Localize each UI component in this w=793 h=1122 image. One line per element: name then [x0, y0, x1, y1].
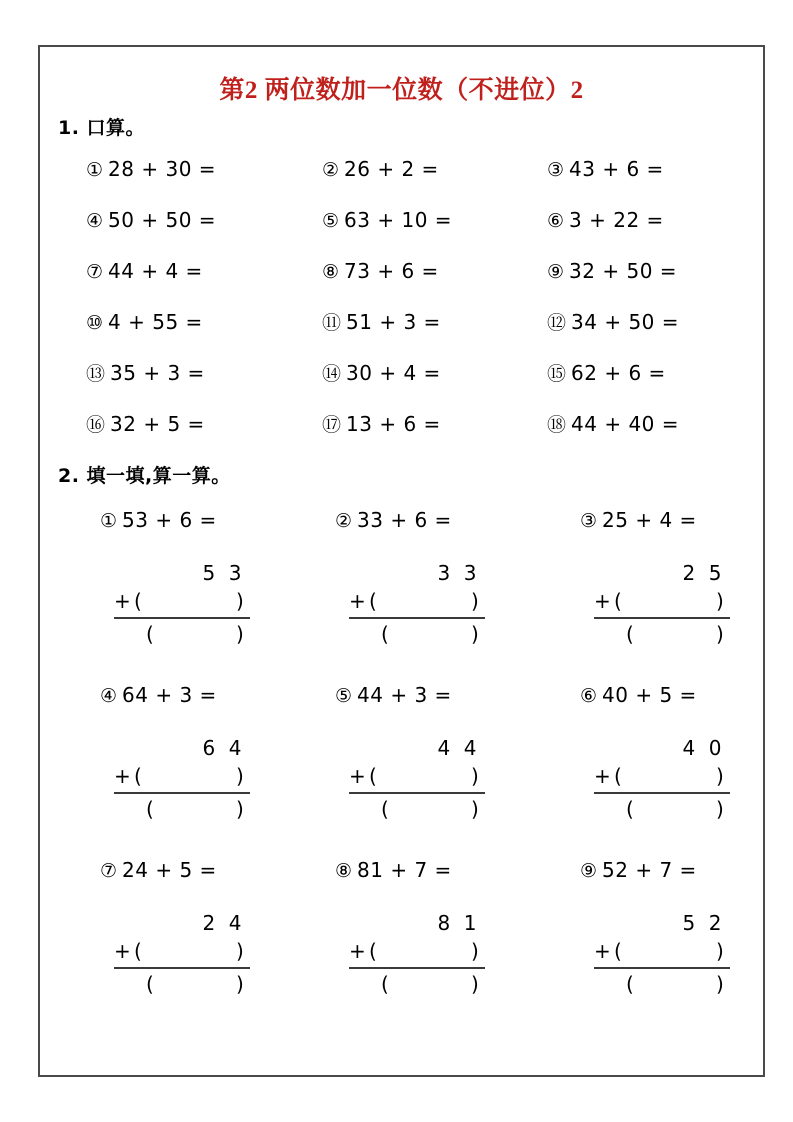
vertical-problem-item[interactable] — [580, 858, 790, 999]
vertical-problem-item[interactable] — [335, 508, 545, 649]
sum-blank-paren-open[interactable]: ( — [146, 622, 154, 646]
column-addition-stack — [349, 560, 499, 649]
addend-blank-paren-close[interactable]: ) — [236, 764, 244, 788]
problem-number-marker: ③ — [547, 159, 565, 181]
section-1-problem-grid — [40, 157, 763, 463]
problem-row — [40, 412, 763, 463]
tens-digit: 5 — [682, 911, 696, 935]
vertical-problem-item[interactable] — [580, 683, 790, 824]
sum-blank-paren-close[interactable]: ) — [236, 972, 244, 996]
problem-expression: 43 + 6 = — [569, 157, 664, 181]
addend-blank-paren-close[interactable]: ) — [471, 939, 479, 963]
vertical-problem-item[interactable] — [335, 858, 545, 999]
problem-item[interactable] — [322, 310, 441, 335]
addend-blank-paren-close[interactable]: ) — [716, 589, 724, 613]
problem-number-marker: ⑦ — [100, 860, 118, 882]
sum-blank-paren-open[interactable]: ( — [381, 622, 389, 646]
ones-digit: 3 — [228, 561, 242, 585]
addend-blank-paren-close[interactable]: ) — [716, 939, 724, 963]
problem-row — [40, 259, 763, 310]
section-2-heading: 2. 填一填,算一算。 — [58, 465, 231, 487]
tens-digit: 2 — [202, 911, 216, 935]
problem-item[interactable] — [322, 208, 452, 233]
sum-blank-row — [114, 969, 264, 999]
problem-item[interactable] — [547, 208, 664, 233]
problem-item[interactable] — [86, 208, 216, 233]
plus-sign: + — [594, 589, 611, 613]
addend-blank-paren-open[interactable]: ( — [369, 939, 377, 963]
ones-digit: 4 — [228, 911, 242, 935]
plus-sign: + — [594, 764, 611, 788]
problem-expression: 3 + 22 = — [569, 208, 664, 232]
vertical-problem-item[interactable] — [100, 858, 310, 999]
problem-item[interactable] — [86, 157, 216, 182]
sum-blank-paren-close[interactable]: ) — [716, 972, 724, 996]
page-title: 第2 两位数加一位数（不进位）2 — [219, 77, 584, 104]
vertical-problem-item[interactable] — [100, 683, 310, 824]
problem-item[interactable] — [547, 259, 677, 284]
problem-expression: 63 + 10 = — [344, 208, 453, 232]
column-addition-stack — [349, 910, 499, 999]
tens-digit: 4 — [437, 736, 451, 760]
problem-number-marker: ⑧ — [322, 261, 340, 283]
addend-blank-row — [594, 761, 744, 791]
sum-blank-row — [114, 619, 264, 649]
problem-expression: 26 + 2 = — [344, 157, 439, 181]
addend-blank-paren-close[interactable]: ) — [236, 589, 244, 613]
problem-number-marker: ① — [100, 510, 118, 532]
column-addition-stack — [114, 735, 264, 824]
problem-number-marker: ⑮ — [547, 363, 567, 385]
tens-digit: 8 — [437, 911, 451, 935]
problem-number-marker: ⑤ — [335, 685, 353, 707]
problem-expression: 32 + 50 = — [569, 259, 678, 283]
sum-blank-row — [114, 794, 264, 824]
problem-expression: 35 + 3 = — [110, 361, 205, 385]
problem-expression: 25 + 4 = — [602, 508, 697, 532]
addend-blank-paren-open[interactable]: ( — [134, 939, 142, 963]
sum-blank-row — [349, 794, 499, 824]
addend-blank-paren-open[interactable]: ( — [614, 939, 622, 963]
problem-expression: 34 + 50 = — [571, 310, 680, 334]
sum-blank-row — [349, 969, 499, 999]
vertical-problem-item[interactable] — [580, 508, 790, 649]
problem-number-marker: ⑫ — [547, 312, 567, 334]
problem-item[interactable] — [86, 361, 205, 386]
problem-expression: 81 + 7 = — [357, 858, 452, 882]
problem-expression: 53 + 6 = — [122, 508, 217, 532]
section-1-heading: 1. 口算。 — [58, 117, 146, 139]
ones-digit: 5 — [708, 561, 722, 585]
plus-sign: + — [594, 939, 611, 963]
problem-expression: 64 + 3 = — [122, 683, 217, 707]
plus-sign: + — [114, 589, 131, 613]
plus-sign: + — [114, 939, 131, 963]
tens-digit: 4 — [682, 736, 696, 760]
addend-blank-paren-open[interactable]: ( — [369, 589, 377, 613]
vertical-problem-header — [580, 508, 790, 532]
addend-blank-row — [349, 761, 499, 791]
sum-blank-paren-close[interactable]: ) — [471, 972, 479, 996]
addend-blank-row — [594, 936, 744, 966]
sum-blank-paren-close[interactable]: ) — [471, 622, 479, 646]
worksheet-page-frame — [38, 45, 765, 1077]
plus-sign: + — [114, 764, 131, 788]
problem-expression: 28 + 30 = — [108, 157, 217, 181]
problem-number-marker: ⑥ — [547, 210, 565, 232]
addend-blank-row — [349, 586, 499, 616]
addend-blank-row — [349, 936, 499, 966]
addend-blank-paren-close[interactable]: ) — [716, 764, 724, 788]
problem-item[interactable] — [322, 157, 439, 182]
problem-number-marker: ② — [322, 159, 340, 181]
problem-number-marker: ⑩ — [86, 312, 104, 334]
addend-digits — [349, 735, 499, 761]
problem-expression: 50 + 50 = — [108, 208, 217, 232]
vertical-problem-header — [335, 683, 545, 707]
problem-number-marker: ④ — [100, 685, 118, 707]
plus-sign: + — [349, 939, 366, 963]
tens-digit: 2 — [682, 561, 696, 585]
sum-blank-paren-close[interactable]: ) — [236, 797, 244, 821]
problem-expression: 32 + 5 = — [110, 412, 205, 436]
problem-item[interactable] — [86, 310, 203, 335]
column-addition-stack — [594, 735, 744, 824]
ones-digit: 2 — [708, 911, 722, 935]
vertical-problem-header — [100, 858, 310, 882]
addend-digits — [114, 735, 264, 761]
ones-digit: 1 — [463, 911, 477, 935]
column-addition-stack — [114, 910, 264, 999]
problem-expression: 51 + 3 = — [346, 310, 441, 334]
problem-number-marker: ⑪ — [322, 312, 342, 334]
addend-digits — [349, 560, 499, 586]
sum-blank-paren-open[interactable]: ( — [626, 622, 634, 646]
addend-blank-row — [114, 936, 264, 966]
tens-digit: 6 — [202, 736, 216, 760]
problem-item[interactable] — [322, 259, 439, 284]
problem-number-marker: ⑦ — [86, 261, 104, 283]
problem-number-marker: ⑭ — [322, 363, 342, 385]
sum-blank-paren-close[interactable]: ) — [716, 622, 724, 646]
problem-expression: 4 + 55 = — [108, 310, 203, 334]
problem-number-marker: ① — [86, 159, 104, 181]
addend-digits — [349, 910, 499, 936]
problem-item[interactable] — [322, 412, 441, 437]
problem-expression: 62 + 6 = — [571, 361, 666, 385]
addend-blank-paren-open[interactable]: ( — [369, 764, 377, 788]
problem-expression: 44 + 4 = — [108, 259, 203, 283]
problem-number-marker: ② — [335, 510, 353, 532]
column-addition-stack — [114, 560, 264, 649]
vertical-problem-item[interactable] — [100, 508, 310, 649]
problem-item[interactable] — [547, 157, 664, 182]
problem-expression: 13 + 6 = — [346, 412, 441, 436]
vertical-problem-row — [40, 858, 763, 1033]
addend-digits — [594, 735, 744, 761]
sum-blank-paren-close[interactable]: ) — [236, 622, 244, 646]
sum-blank-row — [349, 619, 499, 649]
sum-blank-paren-open[interactable]: ( — [146, 797, 154, 821]
sum-blank-paren-open[interactable]: ( — [381, 972, 389, 996]
addend-digits — [594, 910, 744, 936]
tens-digit: 3 — [437, 561, 451, 585]
vertical-problem-header — [100, 683, 310, 707]
addend-blank-paren-close[interactable]: ) — [471, 764, 479, 788]
problem-number-marker: ⑨ — [580, 860, 598, 882]
problem-number-marker: ③ — [580, 510, 598, 532]
problem-number-marker: ⑱ — [547, 414, 567, 436]
ones-digit: 3 — [463, 561, 477, 585]
problem-row — [40, 310, 763, 361]
vertical-problem-header — [100, 508, 310, 532]
vertical-problem-row — [40, 508, 763, 683]
sum-blank-paren-open[interactable]: ( — [146, 972, 154, 996]
problem-number-marker: ⑧ — [335, 860, 353, 882]
problem-expression: 52 + 7 = — [602, 858, 697, 882]
problem-number-marker: ⑨ — [547, 261, 565, 283]
problem-item[interactable] — [86, 259, 203, 284]
problem-expression: 44 + 40 = — [571, 412, 680, 436]
section-2-problem-grid — [40, 508, 763, 1033]
problem-item[interactable] — [547, 361, 666, 386]
ones-digit: 0 — [708, 736, 722, 760]
addend-blank-paren-open[interactable]: ( — [614, 589, 622, 613]
column-addition-stack — [594, 910, 744, 999]
vertical-problem-header — [335, 508, 545, 532]
sum-blank-paren-open[interactable]: ( — [381, 797, 389, 821]
problem-expression: 24 + 5 = — [122, 858, 217, 882]
problem-expression: 30 + 4 = — [346, 361, 441, 385]
sum-blank-row — [594, 969, 744, 999]
problem-expression: 44 + 3 = — [357, 683, 452, 707]
problem-number-marker: ⑬ — [86, 363, 106, 385]
problem-row — [40, 361, 763, 412]
problem-row — [40, 208, 763, 259]
problem-number-marker: ⑥ — [580, 685, 598, 707]
sum-blank-paren-open[interactable]: ( — [626, 972, 634, 996]
problem-item[interactable] — [322, 361, 441, 386]
addend-blank-row — [594, 586, 744, 616]
plus-sign: + — [349, 764, 366, 788]
problem-item[interactable] — [86, 412, 205, 437]
plus-sign: + — [349, 589, 366, 613]
column-addition-stack — [349, 735, 499, 824]
vertical-problem-item[interactable] — [335, 683, 545, 824]
problem-expression: 73 + 6 = — [344, 259, 439, 283]
addend-blank-paren-open[interactable]: ( — [134, 589, 142, 613]
problem-number-marker: ⑰ — [322, 414, 342, 436]
problem-expression: 40 + 5 = — [602, 683, 697, 707]
problem-row — [40, 157, 763, 208]
addend-blank-row — [114, 761, 264, 791]
vertical-problem-header — [580, 858, 790, 882]
vertical-problem-header — [580, 683, 790, 707]
addend-blank-paren-close[interactable]: ) — [471, 589, 479, 613]
addend-digits — [114, 560, 264, 586]
tens-digit: 5 — [202, 561, 216, 585]
vertical-problem-header — [335, 858, 545, 882]
sum-blank-paren-close[interactable]: ) — [471, 797, 479, 821]
column-addition-stack — [594, 560, 744, 649]
sum-blank-row — [594, 794, 744, 824]
problem-item[interactable] — [547, 310, 679, 335]
vertical-problem-row — [40, 683, 763, 858]
problem-item[interactable] — [547, 412, 679, 437]
addend-digits — [114, 910, 264, 936]
sum-blank-paren-open[interactable]: ( — [626, 797, 634, 821]
sum-blank-row — [594, 619, 744, 649]
addend-blank-paren-close[interactable]: ) — [236, 939, 244, 963]
addend-blank-paren-open[interactable]: ( — [614, 764, 622, 788]
ones-digit: 4 — [463, 736, 477, 760]
problem-expression: 33 + 6 = — [357, 508, 452, 532]
problem-number-marker: ④ — [86, 210, 104, 232]
problem-number-marker: ⑯ — [86, 414, 106, 436]
addend-digits — [594, 560, 744, 586]
problem-number-marker: ⑤ — [322, 210, 340, 232]
ones-digit: 4 — [228, 736, 242, 760]
addend-blank-paren-open[interactable]: ( — [134, 764, 142, 788]
sum-blank-paren-close[interactable]: ) — [716, 797, 724, 821]
addend-blank-row — [114, 586, 264, 616]
